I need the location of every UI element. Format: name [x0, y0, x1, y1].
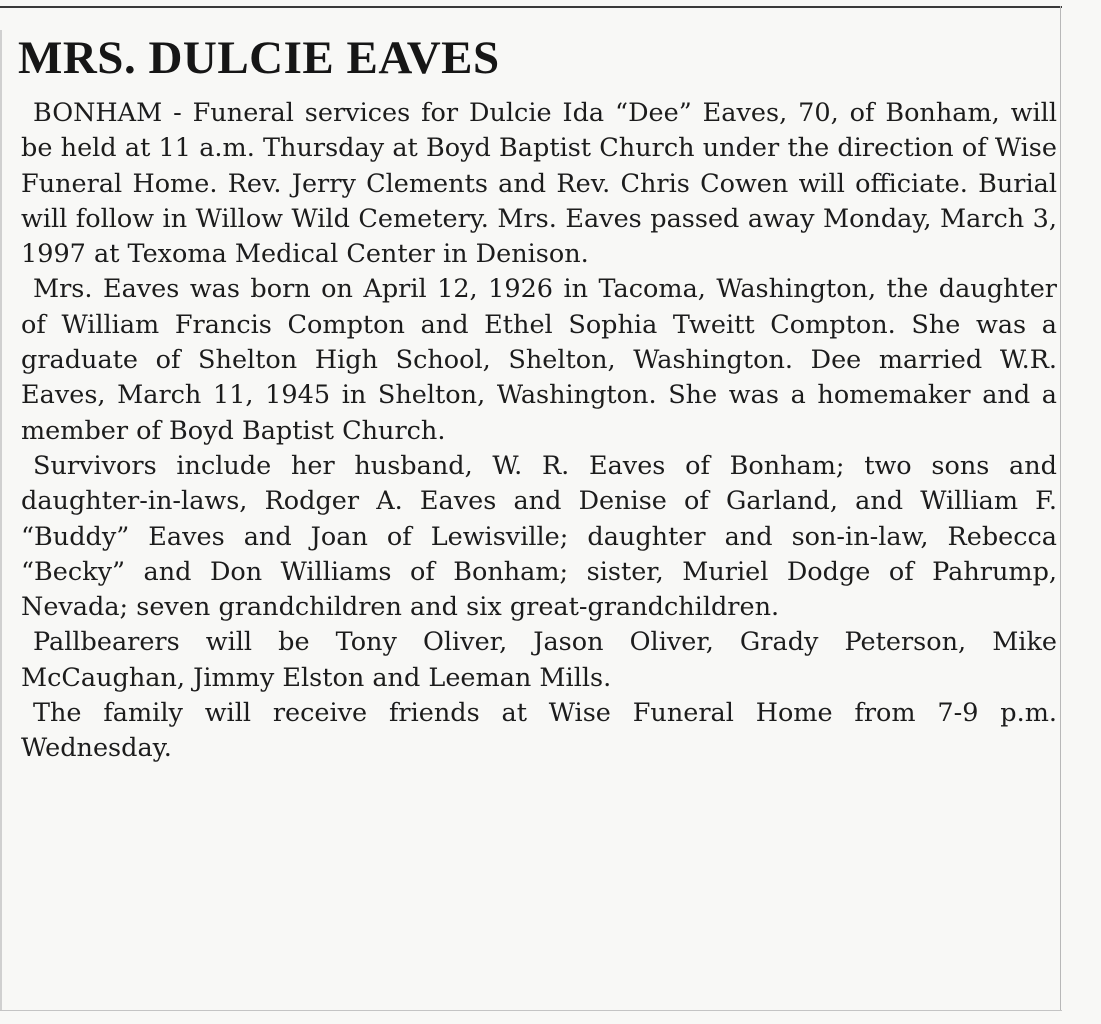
paragraph-text: BONHAM - Funeral services for Dulcie Ida “Dee” Eaves, 70, of Bonham, will be held at 11 a.m. Thursday at Boyd Baptist Church under the direction of Wise Funeral Home. Rev. Jerry Clements and Rev. Chris Cowen will officiate. Burial will follow in Willow Wild Cemetery. Mrs. Eaves passed away Monday, March 3, 1997 at Texoma Medical Center in Denison.: [21, 98, 1057, 270]
paragraph-text: Mrs. Eaves was born on April 12, 1926 in Tacoma, Washington, the daughter of William Francis Compton and Ethel Sophia Tweitt Compton. She was a graduate of Shelton High School, Shelton, Washington. Dee married W.R. Eaves, March 11, 1945 in Shelton, Washington. She was a homemaker and a member of Boyd Baptist Church.: [21, 274, 1057, 446]
obituary-headline: MRS. DULCIE EAVES: [18, 32, 500, 84]
paragraph-visitation: [21, 696, 1057, 767]
paragraph-biography: [21, 272, 1057, 448]
clipping-left-edge: [0, 30, 2, 1010]
top-column-rule: [0, 6, 1062, 8]
clipping-right-edge: [1060, 6, 1061, 1011]
clipping-bottom-edge: [0, 1010, 1062, 1011]
obituary-body: [21, 96, 1057, 767]
paragraph-text: Survivors include her husband, W. R. Eaves of Bonham; two sons and daughter-in-laws, Rodger A. Eaves and Denise of Garland, and William F. “Buddy” Eaves and Joan of Lewisville; daughter and son-in-law, Rebecca “Becky” and Don Williams of Bonham; sister, Muriel Dodge of Pahrump, Nevada; seven grandchildren and six great-grandchildren.: [21, 450, 1057, 623]
paragraph-text: Pallbearers will be Tony Oliver, Jason Oliver, Grady Peterson, Mike McCaughan, Jimmy Elston and Leeman Mills.: [21, 627, 1057, 693]
paragraph-pallbearers: [21, 625, 1057, 696]
paragraph-text: The family will receive friends at Wise Funeral Home from 7-9 p.m. Wednesday.: [21, 698, 1057, 764]
paragraph-service-details: [21, 96, 1057, 272]
paragraph-survivors: [21, 449, 1057, 625]
